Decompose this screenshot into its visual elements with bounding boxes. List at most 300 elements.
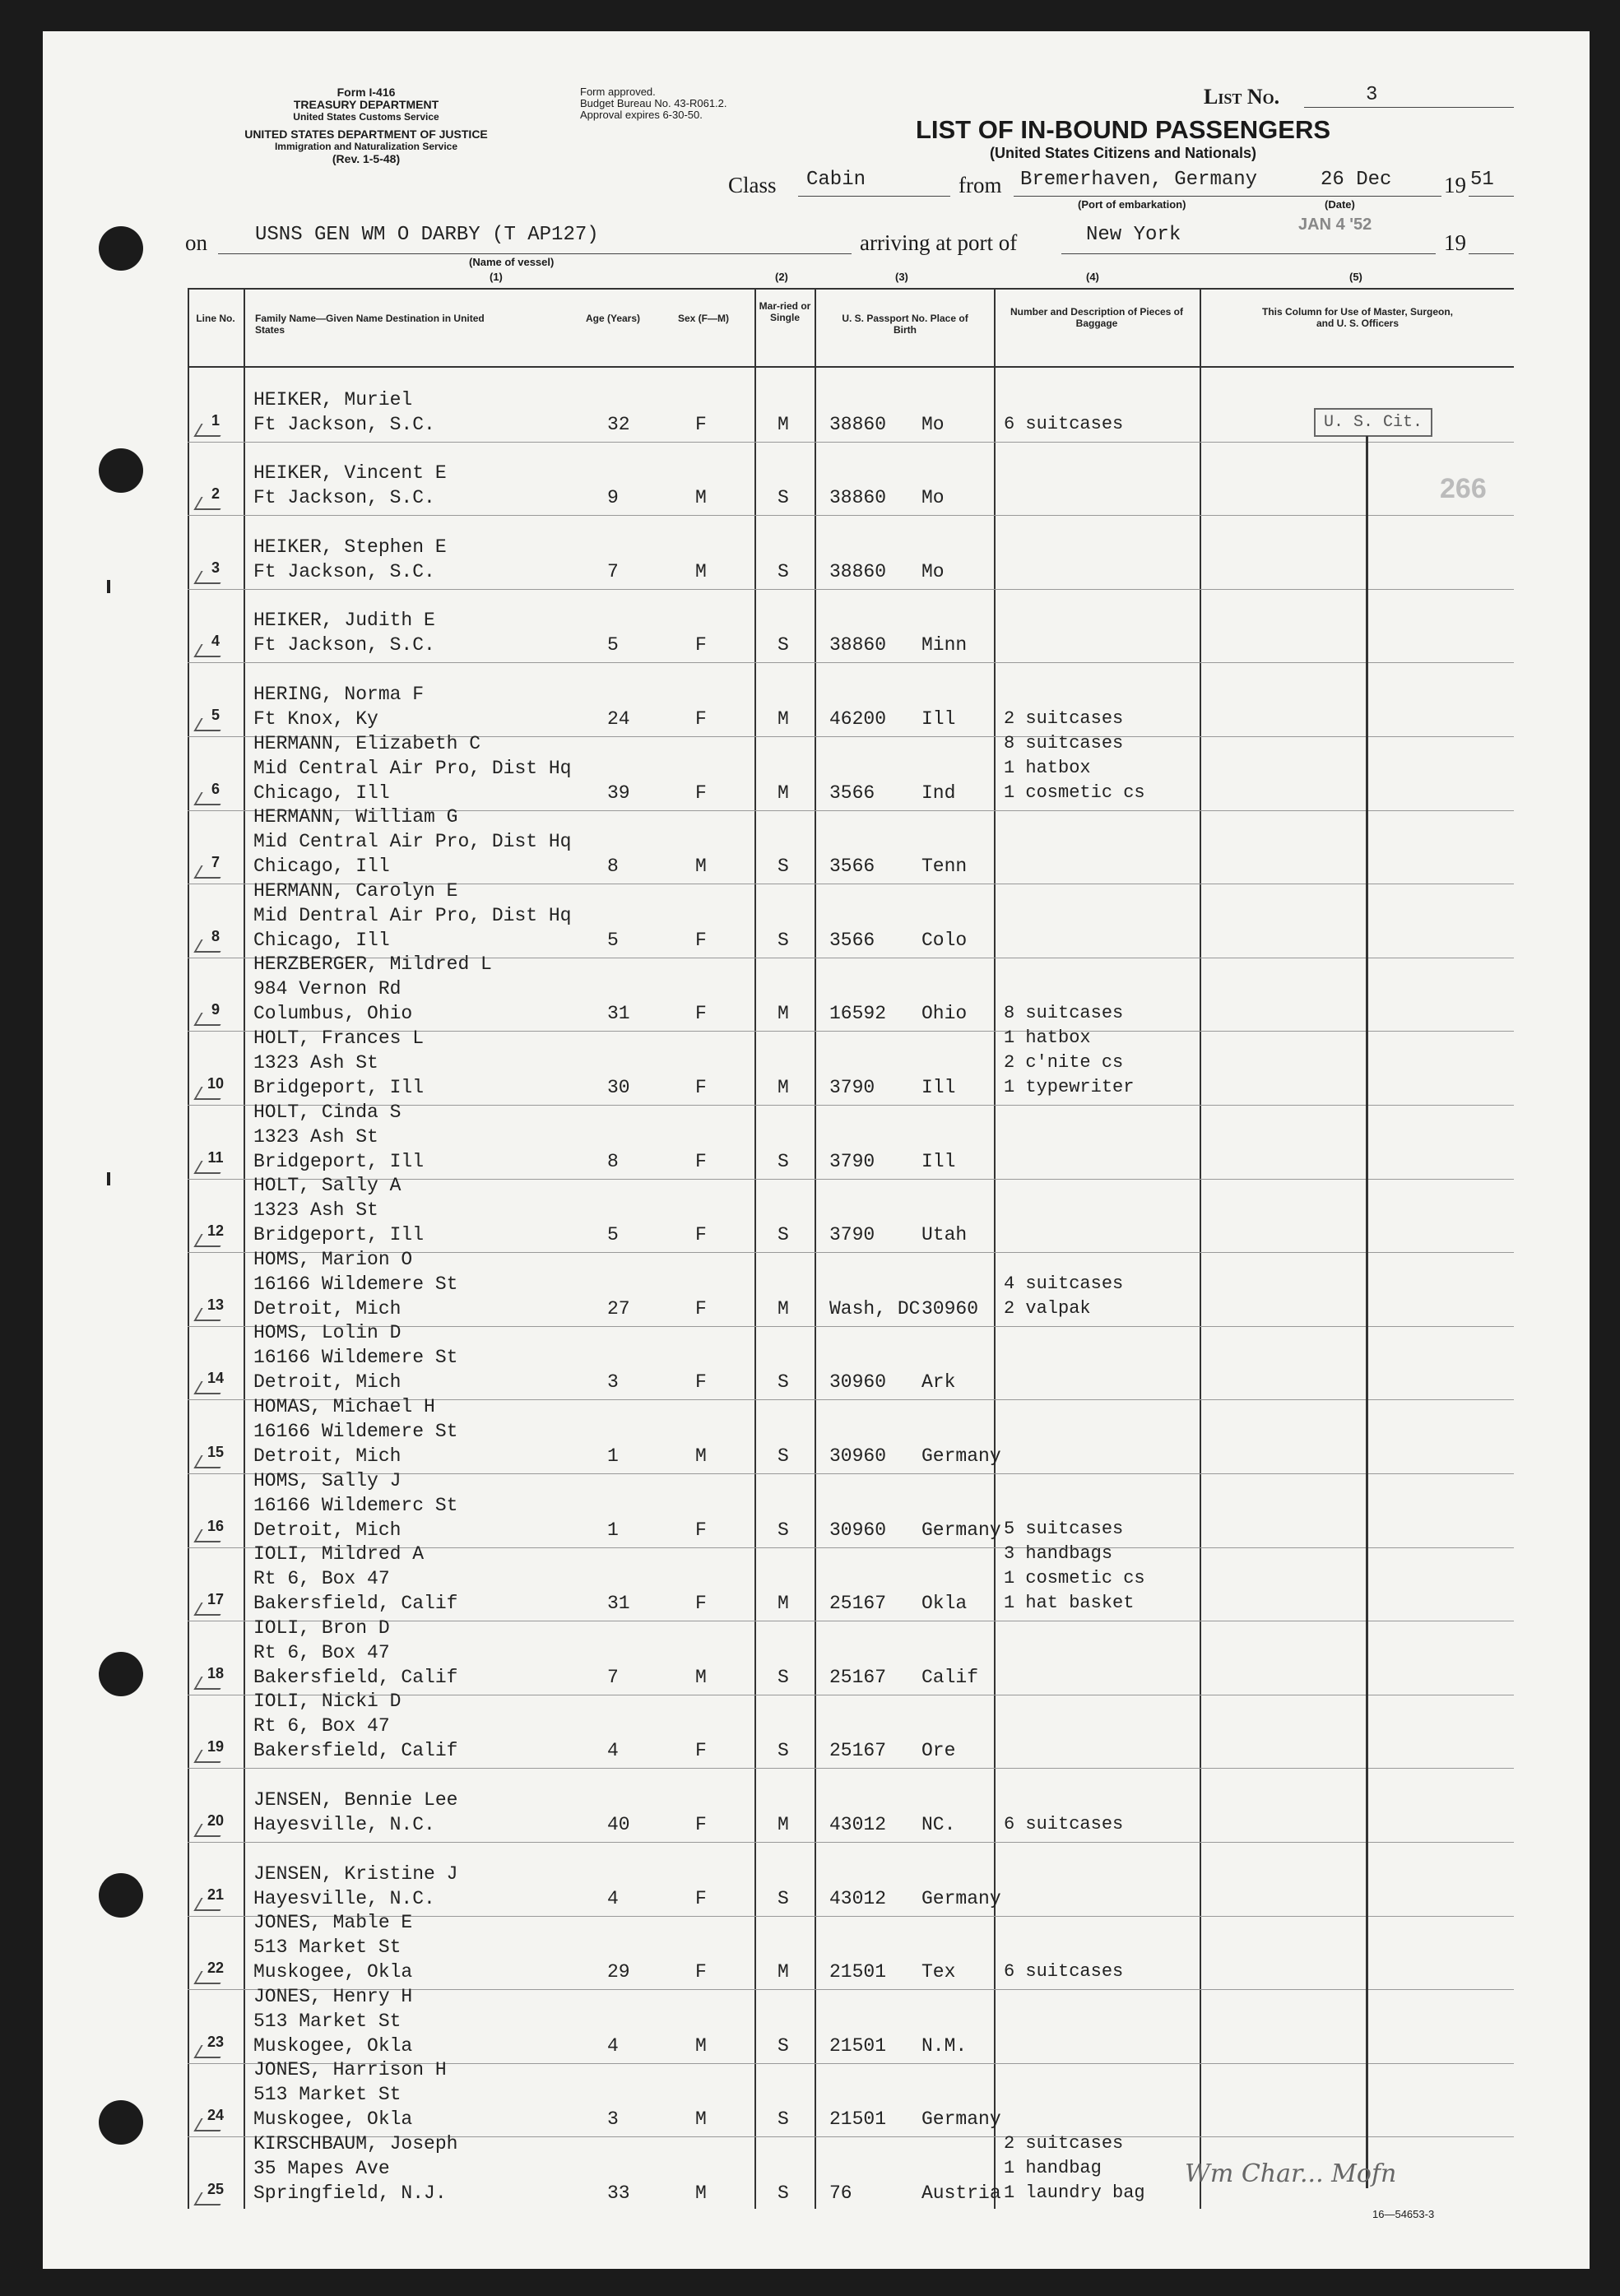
passenger-name: JENSEN, Kristine J bbox=[253, 1862, 458, 1885]
baggage-item: 1 handbag bbox=[1004, 2158, 1102, 2178]
footer-code: 16—54653-3 bbox=[1372, 2208, 1435, 2220]
passenger-age: 33 bbox=[607, 2182, 630, 2204]
passenger-sex: F bbox=[695, 1150, 707, 1172]
baggage-item: 1 laundry bag bbox=[1004, 2182, 1145, 2203]
passenger-age: 5 bbox=[607, 634, 619, 656]
passenger-name: HERMANN, William G bbox=[253, 806, 458, 828]
passenger-address: 1323 Ash St bbox=[253, 1125, 378, 1148]
place-of-birth: Ill bbox=[921, 1077, 956, 1098]
row-line-number: 22 bbox=[207, 1960, 225, 1977]
place-of-birth: Austria bbox=[921, 2182, 1001, 2204]
passport-number: 3790 bbox=[829, 1077, 875, 1098]
row-divider bbox=[188, 515, 1514, 516]
col-header-married: Mar-ried or Single bbox=[759, 300, 811, 323]
passenger-address: Muskogee, Okla bbox=[253, 2108, 413, 2131]
passenger-sex: F bbox=[695, 1961, 707, 1983]
approval-block bbox=[580, 86, 794, 121]
place-of-birth: Colo bbox=[921, 929, 968, 951]
passenger-marital: M bbox=[778, 1077, 789, 1098]
passenger-age: 27 bbox=[607, 1297, 630, 1320]
passenger-sex: F bbox=[695, 1814, 707, 1835]
passenger-address: Ft Jackson, S.C. bbox=[253, 560, 435, 582]
passenger-sex: F bbox=[695, 1077, 707, 1098]
on-label: on bbox=[185, 230, 207, 255]
col-num-4: (4) bbox=[1086, 271, 1099, 283]
port-caption: (Port of embarkation) bbox=[1078, 198, 1186, 211]
col-header-officers: This Column for Use of Master, Surgeon, and U. S. Officers bbox=[1261, 306, 1454, 329]
baggage-item: 1 hatbox bbox=[1004, 757, 1091, 778]
passenger-age: 5 bbox=[607, 1224, 619, 1246]
passenger-age: 40 bbox=[607, 1814, 630, 1835]
passenger-marital: M bbox=[778, 1297, 789, 1320]
revision-label: (Rev. 1-5-48) bbox=[332, 152, 401, 165]
col-divider-married bbox=[815, 290, 816, 2209]
punch-hole-1 bbox=[99, 226, 143, 271]
row-line-number: 24 bbox=[207, 2107, 225, 2124]
passenger-name: HERMANN, Carolyn E bbox=[253, 879, 458, 902]
passenger-address: 1323 Ash St bbox=[253, 1052, 378, 1074]
passenger-marital: S bbox=[778, 560, 789, 582]
row-line-number: 2 bbox=[211, 485, 220, 503]
header-bottom-rule bbox=[188, 366, 1514, 368]
row-line-number: 4 bbox=[211, 633, 220, 650]
passenger-name: HEIKER, Vincent E bbox=[253, 462, 447, 485]
passenger-marital: S bbox=[778, 1224, 789, 1246]
passenger-address: Mid Central Air Pro, Dist Hq bbox=[253, 757, 572, 779]
passenger-marital: M bbox=[778, 1814, 789, 1835]
class-label: Class bbox=[728, 173, 777, 197]
col-header-baggage: Number and Description of Pieces of Baggage bbox=[1010, 306, 1184, 329]
passenger-age: 1 bbox=[607, 1445, 619, 1467]
passport-number: 43012 bbox=[829, 1887, 887, 1909]
vessel-name: USNS GEN WM O DARBY (T AP127) bbox=[255, 224, 599, 246]
vessel-line bbox=[218, 253, 852, 254]
binder-mark-2 bbox=[107, 1172, 110, 1185]
passenger-address: 984 Vernon Rd bbox=[253, 978, 402, 1000]
list-number-label: List No. bbox=[1204, 85, 1280, 109]
passenger-age: 4 bbox=[607, 1887, 619, 1909]
row-line-number: 10 bbox=[207, 1075, 225, 1092]
passenger-sex: F bbox=[695, 708, 707, 730]
row-line-number: 3 bbox=[211, 559, 220, 576]
passenger-sex: F bbox=[695, 1003, 707, 1025]
passport-number: 3566 bbox=[829, 782, 875, 804]
passenger-marital: S bbox=[778, 856, 789, 878]
passenger-sex: M bbox=[695, 487, 707, 509]
passenger-marital: M bbox=[778, 708, 789, 730]
passenger-name: HERMANN, Elizabeth C bbox=[253, 732, 481, 754]
baggage-item: 1 cosmetic cs bbox=[1004, 782, 1145, 803]
from-label: from bbox=[959, 173, 1002, 197]
passenger-address: Hayesville, N.C. bbox=[253, 1887, 435, 1909]
passport-number: 30960 bbox=[829, 1445, 887, 1467]
passenger-address: 16166 Wildemere St bbox=[253, 1347, 458, 1369]
passenger-name: JONES, Mable E bbox=[253, 1912, 413, 1934]
vessel-caption: (Name of vessel) bbox=[469, 256, 555, 268]
baggage-item: 1 hat basket bbox=[1004, 1593, 1135, 1614]
passenger-address: Bakersfield, Calif bbox=[253, 1740, 458, 1762]
baggage-item: 1 hatbox bbox=[1004, 1027, 1091, 1048]
officer-signature: Wm Char... Mofn bbox=[1185, 2159, 1397, 2188]
passenger-name: HERING, Norma F bbox=[253, 684, 425, 705]
arrival-port: New York bbox=[1086, 224, 1181, 246]
baggage-item: 2 c'nite cs bbox=[1004, 1052, 1124, 1073]
passenger-marital: S bbox=[778, 1371, 789, 1394]
passport-number: 25167 bbox=[829, 1740, 887, 1762]
form-agency-block bbox=[177, 86, 555, 165]
passenger-sex: F bbox=[695, 413, 707, 435]
passenger-sex: M bbox=[695, 856, 707, 878]
place-of-birth: Minn bbox=[921, 634, 968, 656]
place-of-birth: Ill bbox=[921, 708, 956, 730]
baggage-item: 1 typewriter bbox=[1004, 1077, 1135, 1097]
passport-number: 38860 bbox=[829, 413, 887, 435]
row-line-number: 18 bbox=[207, 1664, 225, 1681]
passenger-name: HOLT, Frances L bbox=[253, 1027, 425, 1049]
place-of-birth: Ark bbox=[921, 1371, 956, 1394]
passenger-address: Bridgeport, Ill bbox=[253, 1150, 425, 1172]
col-header-line: Line No. bbox=[196, 313, 235, 324]
citizen-stamp: U. S. Cit. bbox=[1314, 408, 1432, 437]
row-line-number: 17 bbox=[207, 1591, 225, 1608]
record-number-stamp: 266 bbox=[1440, 473, 1487, 504]
col-header-sex: Sex (F—M) bbox=[677, 313, 729, 324]
place-of-birth: N.M. bbox=[921, 2034, 968, 2057]
passport-number: 25167 bbox=[829, 1666, 887, 1688]
passenger-address: Chicago, Ill bbox=[253, 929, 390, 951]
baggage-item: 3 handbags bbox=[1004, 1543, 1113, 1565]
approval-line-1: Form approved. bbox=[580, 86, 656, 98]
passenger-marital: S bbox=[778, 487, 789, 509]
passenger-sex: F bbox=[695, 1740, 707, 1762]
row-line-number: 25 bbox=[207, 2181, 225, 2197]
baggage-item: 2 suitcases bbox=[1004, 2133, 1124, 2154]
place-of-birth: Ill bbox=[921, 1150, 956, 1172]
passenger-address: Chicago, Ill bbox=[253, 856, 390, 878]
passenger-address: Bakersfield, Calif bbox=[253, 1666, 458, 1688]
passport-number: 3566 bbox=[829, 929, 875, 951]
passenger-age: 39 bbox=[607, 782, 630, 804]
passenger-address: Ft Jackson, S.C. bbox=[253, 634, 435, 656]
passenger-age: 31 bbox=[607, 1003, 630, 1025]
row-line-number: 11 bbox=[207, 1148, 224, 1166]
place-of-birth: Tex bbox=[921, 1961, 956, 1983]
passenger-marital: M bbox=[778, 1003, 789, 1025]
passenger-name: HOLT, Cinda S bbox=[253, 1101, 402, 1123]
row-divider bbox=[188, 1768, 1514, 1769]
passenger-address: 513 Market St bbox=[253, 2010, 402, 2032]
col-divider-line bbox=[188, 290, 189, 2209]
passenger-age: 7 bbox=[607, 560, 619, 582]
treasury-label: TREASURY DEPARTMENT bbox=[293, 98, 439, 111]
place-of-birth: Ohio bbox=[921, 1003, 968, 1025]
passenger-address: Bakersfield, Calif bbox=[253, 1593, 458, 1615]
approval-line-3: Approval expires 6-30-50. bbox=[580, 109, 703, 121]
passenger-marital: S bbox=[778, 2182, 789, 2204]
passenger-sex: F bbox=[695, 1297, 707, 1320]
passenger-marital: M bbox=[778, 1593, 789, 1615]
passport-number: Wash, DC bbox=[829, 1297, 921, 1320]
passenger-age: 8 bbox=[607, 1150, 619, 1172]
row-line-number: 12 bbox=[207, 1222, 225, 1240]
ins-label: Immigration and Naturalization Service bbox=[274, 141, 458, 152]
passenger-address: 35 Mapes Ave bbox=[253, 2158, 390, 2179]
baggage-item: 2 valpak bbox=[1004, 1297, 1091, 1319]
place-of-birth: Mo bbox=[921, 487, 945, 509]
passport-number: 30960 bbox=[829, 1371, 887, 1394]
passenger-address: Detroit, Mich bbox=[253, 1519, 402, 1541]
passenger-address: 1323 Ash St bbox=[253, 1199, 378, 1222]
passenger-address: Springfield, N.J. bbox=[253, 2182, 447, 2204]
row-divider bbox=[188, 442, 1514, 443]
col-divider-sex bbox=[754, 290, 756, 2209]
row-line-number: 5 bbox=[211, 707, 220, 723]
passenger-marital: S bbox=[778, 634, 789, 656]
passport-number: 46200 bbox=[829, 708, 887, 730]
passport-number: 3790 bbox=[829, 1150, 875, 1172]
passport-number: 43012 bbox=[829, 1814, 887, 1835]
place-of-birth: Ind bbox=[921, 782, 956, 804]
passenger-age: 29 bbox=[607, 1961, 630, 1983]
passenger-sex: F bbox=[695, 929, 707, 951]
arrival-date-stamp: JAN 4 '52 bbox=[1298, 216, 1372, 234]
passenger-address: Rt 6, Box 47 bbox=[253, 1641, 390, 1663]
place-of-birth: NC. bbox=[921, 1814, 956, 1835]
row-divider bbox=[188, 662, 1514, 663]
baggage-item: 1 cosmetic cs bbox=[1004, 1568, 1145, 1589]
passenger-marital: S bbox=[778, 1740, 789, 1762]
baggage-item: 5 suitcases bbox=[1004, 1519, 1124, 1540]
customs-label: United States Customs Service bbox=[293, 111, 439, 123]
passport-number: 30960 bbox=[829, 1519, 887, 1541]
passenger-age: 3 bbox=[607, 1371, 619, 1394]
passenger-name: HEIKER, Stephen E bbox=[253, 536, 447, 558]
row-line-number: 13 bbox=[207, 1296, 225, 1313]
passenger-marital: M bbox=[778, 413, 789, 435]
place-of-birth: 30960 bbox=[921, 1297, 979, 1320]
passenger-sex: F bbox=[695, 1887, 707, 1909]
row-divider bbox=[188, 1842, 1514, 1843]
passenger-sex: M bbox=[695, 2182, 707, 2204]
passenger-marital: S bbox=[778, 2034, 789, 2057]
passenger-name: IOLI, Nicki D bbox=[253, 1691, 402, 1713]
passenger-name: HEIKER, Muriel bbox=[253, 388, 413, 410]
passenger-age: 4 bbox=[607, 2034, 619, 2057]
passenger-name: HOMAS, Michael H bbox=[253, 1396, 435, 1417]
passenger-address: Rt 6, Box 47 bbox=[253, 1715, 390, 1737]
page-title: LIST OF IN-BOUND PASSENGERS bbox=[915, 115, 1331, 144]
passenger-address: Rt 6, Box 47 bbox=[253, 1568, 390, 1590]
passenger-sex: F bbox=[695, 634, 707, 656]
punch-hole-2 bbox=[99, 448, 143, 493]
place-of-birth: Germany bbox=[921, 1519, 1001, 1541]
passport-number: 3790 bbox=[829, 1224, 875, 1246]
year-line bbox=[1469, 196, 1514, 197]
passenger-name: HOMS, Sally J bbox=[253, 1469, 402, 1491]
row-line-number: 1 bbox=[211, 411, 220, 429]
row-line-number: 20 bbox=[207, 1812, 225, 1829]
passenger-marital: S bbox=[778, 2108, 789, 2131]
col-num-3: (3) bbox=[895, 271, 908, 283]
passenger-address: Detroit, Mich bbox=[253, 1371, 402, 1394]
embark-date: 26 Dec bbox=[1321, 169, 1392, 191]
passenger-address: Ft Knox, Ky bbox=[253, 708, 378, 730]
passenger-marital: S bbox=[778, 1887, 789, 1909]
col-num-1: (1) bbox=[490, 271, 503, 283]
passenger-address: Columbus, Ohio bbox=[253, 1003, 413, 1025]
baggage-item: 6 suitcases bbox=[1004, 1814, 1124, 1834]
passenger-sex: M bbox=[695, 560, 707, 582]
arrival-year-line bbox=[1469, 253, 1514, 254]
punch-hole-4 bbox=[99, 1873, 143, 1918]
passenger-age: 7 bbox=[607, 1666, 619, 1688]
passenger-address: 16166 Wildemere St bbox=[253, 1421, 458, 1442]
col-divider-passport bbox=[994, 290, 996, 2209]
passenger-age: 32 bbox=[607, 413, 630, 435]
row-line-number: 6 bbox=[211, 780, 220, 797]
row-line-number: 19 bbox=[207, 1738, 225, 1756]
baggage-item: 4 suitcases bbox=[1004, 1273, 1124, 1294]
baggage-item: 6 suitcases bbox=[1004, 1961, 1124, 1983]
passenger-sex: F bbox=[695, 1519, 707, 1541]
passport-number: 38860 bbox=[829, 560, 887, 582]
arrival-line bbox=[1061, 253, 1436, 254]
passport-number: 76 bbox=[829, 2182, 852, 2204]
passenger-name: HOLT, Sally A bbox=[253, 1175, 402, 1197]
place-of-birth: Mo bbox=[921, 560, 945, 582]
passenger-name: HERZBERGER, Mildred L bbox=[253, 953, 492, 976]
col-divider-baggage bbox=[1200, 290, 1201, 2209]
passport-number: 21501 bbox=[829, 1961, 887, 1983]
passenger-age: 31 bbox=[607, 1593, 630, 1615]
passenger-age: 24 bbox=[607, 708, 630, 730]
passport-number: 21501 bbox=[829, 2108, 887, 2131]
passenger-sex: F bbox=[695, 1593, 707, 1615]
list-number-value: 3 bbox=[1366, 84, 1378, 106]
place-of-birth: Mo bbox=[921, 413, 945, 435]
passenger-address: Detroit, Mich bbox=[253, 1297, 402, 1320]
arrival-year-prefix: 19 bbox=[1444, 230, 1466, 255]
passenger-marital: S bbox=[778, 1445, 789, 1467]
passenger-age: 5 bbox=[607, 929, 619, 951]
passenger-address: Bridgeport, Ill bbox=[253, 1077, 425, 1098]
baggage-item: 6 suitcases bbox=[1004, 413, 1124, 434]
passenger-address: 513 Market St bbox=[253, 1937, 402, 1959]
row-line-number: 14 bbox=[207, 1370, 225, 1387]
col-num-2: (2) bbox=[775, 271, 788, 283]
passenger-age: 1 bbox=[607, 1519, 619, 1541]
row-line-number: 9 bbox=[211, 1001, 220, 1018]
place-of-birth: Germany bbox=[921, 1445, 1001, 1467]
baggage-item: 8 suitcases bbox=[1004, 732, 1124, 754]
passenger-address: Ft Jackson, S.C. bbox=[253, 413, 435, 435]
place-of-birth: Okla bbox=[921, 1593, 968, 1615]
year-prefix: 19 bbox=[1444, 173, 1466, 197]
passenger-address: Mid Central Air Pro, Dist Hq bbox=[253, 831, 572, 853]
passport-number: 38860 bbox=[829, 487, 887, 509]
passenger-age: 3 bbox=[607, 2108, 619, 2131]
passport-number: 16592 bbox=[829, 1003, 887, 1025]
passenger-sex: F bbox=[695, 782, 707, 804]
passenger-sex: F bbox=[695, 1224, 707, 1246]
passenger-marital: S bbox=[778, 1666, 789, 1688]
passenger-address: Bridgeport, Ill bbox=[253, 1224, 425, 1246]
passenger-name: JONES, Henry H bbox=[253, 1985, 413, 2007]
embark-port: Bremerhaven, Germany bbox=[1020, 169, 1258, 191]
place-of-birth: Tenn bbox=[921, 856, 968, 878]
passenger-marital: S bbox=[778, 1519, 789, 1541]
row-line-number: 8 bbox=[211, 927, 220, 944]
col-header-name: Family Name—Given Name Destination in United States bbox=[255, 313, 485, 336]
passenger-address: 513 Market St bbox=[253, 2084, 402, 2106]
row-line-number: 21 bbox=[207, 1886, 225, 1903]
passenger-name: HOMS, Lolin D bbox=[253, 1322, 402, 1344]
col-num-5: (5) bbox=[1349, 271, 1362, 283]
passenger-name: KIRSCHBAUM, Joseph bbox=[253, 2133, 458, 2155]
passenger-name: JENSEN, Bennie Lee bbox=[253, 1789, 458, 1811]
date-caption: (Date) bbox=[1325, 198, 1355, 211]
justice-label: UNITED STATES DEPARTMENT OF JUSTICE bbox=[244, 128, 488, 141]
passenger-address: Muskogee, Okla bbox=[253, 1961, 413, 1983]
passenger-address: Mid Dentral Air Pro, Dist Hq bbox=[253, 904, 572, 926]
passenger-age: 8 bbox=[607, 856, 619, 878]
baggage-item: 8 suitcases bbox=[1004, 1003, 1124, 1023]
passport-number: 38860 bbox=[829, 634, 887, 656]
baggage-item: 2 suitcases bbox=[1004, 708, 1124, 729]
passenger-address: Hayesville, N.C. bbox=[253, 1814, 435, 1835]
passenger-address: Detroit, Mich bbox=[253, 1445, 402, 1467]
passenger-marital: S bbox=[778, 1150, 789, 1172]
row-line-number: 7 bbox=[211, 854, 220, 871]
port-line bbox=[1014, 196, 1441, 197]
passenger-address: Muskogee, Okla bbox=[253, 2034, 413, 2057]
passenger-marital: M bbox=[778, 1961, 789, 1983]
passport-number: 3566 bbox=[829, 856, 875, 878]
place-of-birth: Germany bbox=[921, 1887, 1001, 1909]
row-line-number: 15 bbox=[207, 1444, 225, 1460]
passenger-address: Ft Jackson, S.C. bbox=[253, 487, 435, 509]
passenger-name: IOLI, Bron D bbox=[253, 1616, 390, 1639]
form-number: Form I-416 bbox=[337, 86, 396, 99]
passenger-age: 4 bbox=[607, 1740, 619, 1762]
punch-hole-5 bbox=[99, 2100, 143, 2145]
passenger-name: JONES, Harrison H bbox=[253, 2059, 447, 2081]
passenger-age: 9 bbox=[607, 487, 619, 509]
passenger-name: HOMS, Marion O bbox=[253, 1248, 413, 1270]
passenger-address: 16166 Wildemerc St bbox=[253, 1494, 458, 1516]
class-line bbox=[798, 196, 950, 197]
passenger-marital: S bbox=[778, 929, 789, 951]
officer-column-bracket bbox=[1366, 436, 1368, 2188]
approval-line-2: Budget Bureau No. 43-R061.2. bbox=[580, 97, 727, 109]
row-line-number: 23 bbox=[207, 2033, 225, 2050]
passenger-sex: M bbox=[695, 1666, 707, 1688]
passenger-address: Chicago, Ill bbox=[253, 782, 390, 804]
table-top-rule bbox=[188, 288, 1514, 290]
row-divider bbox=[188, 589, 1514, 590]
place-of-birth: Utah bbox=[921, 1224, 968, 1246]
passenger-name: IOLI, Mildred A bbox=[253, 1543, 425, 1565]
passenger-age: 30 bbox=[607, 1077, 630, 1098]
punch-hole-3 bbox=[99, 1652, 143, 1696]
passenger-sex: M bbox=[695, 2034, 707, 2057]
passport-number: 21501 bbox=[829, 2034, 887, 2057]
passenger-sex: M bbox=[695, 1445, 707, 1467]
page-subtitle: (United States Citizens and Nationals) bbox=[989, 145, 1257, 161]
passenger-name: HEIKER, Judith E bbox=[253, 610, 435, 632]
col-divider-name bbox=[244, 290, 245, 2209]
class-value: Cabin bbox=[806, 169, 866, 191]
